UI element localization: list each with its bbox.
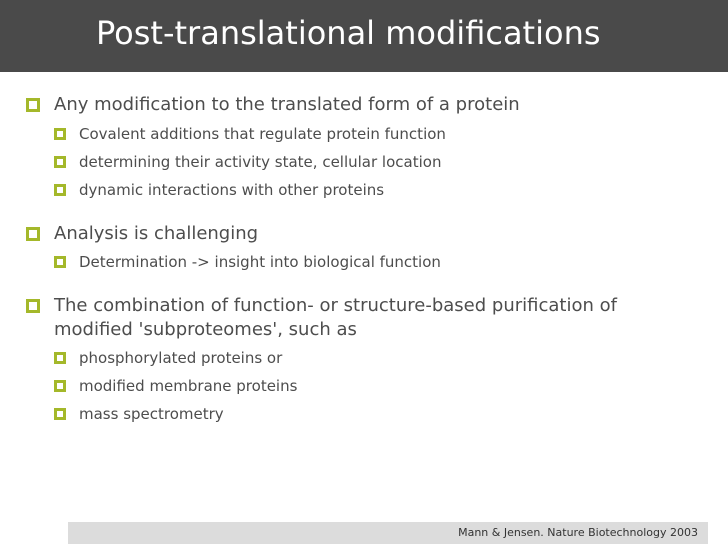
footer-bar <box>68 522 708 544</box>
sub-bullet-text: determining their activity state, cellular location <box>79 153 442 171</box>
sub-bullet-text: phosphorylated proteins or <box>79 349 283 367</box>
bullet-square-icon <box>26 227 40 241</box>
bullet-square-icon <box>54 380 66 392</box>
sub-bullet-text: Determination -> insight into biological function <box>79 253 441 271</box>
slide-title: Post-translational modifications <box>96 14 601 52</box>
bullet-square-icon <box>54 256 66 268</box>
bullet-square-icon <box>54 156 66 168</box>
sub-bullet-item <box>54 124 446 144</box>
sub-bullet-text: mass spectrometry <box>79 405 224 423</box>
bullet-square-icon <box>26 98 40 112</box>
sub-bullet-item <box>54 404 224 424</box>
bullet-square-icon <box>54 352 66 364</box>
bullet-square-icon <box>54 408 66 420</box>
sub-bullet-item <box>54 180 384 200</box>
bullet-square-icon <box>26 299 40 313</box>
bullet-item <box>26 93 706 117</box>
bullet-square-icon <box>54 184 66 196</box>
bullet-item <box>26 222 706 246</box>
bullet-text: Any modification to the translated form of a protein <box>54 94 520 115</box>
bullet-text: The combination of function- or structure-based purification of modified 'subproteomes', such as <box>54 295 617 340</box>
bullet-item <box>26 294 686 342</box>
citation: Mann & Jensen. Nature Biotechnology 2003 <box>458 526 698 539</box>
bullet-text: Analysis is challenging <box>54 223 259 244</box>
sub-bullet-text: modified membrane proteins <box>79 377 298 395</box>
sub-bullet-item <box>54 252 441 272</box>
sub-bullet-item <box>54 376 297 396</box>
sub-bullet-text: Covalent additions that regulate protein function <box>79 125 446 143</box>
bullet-square-icon <box>54 128 66 140</box>
sub-bullet-item <box>54 152 441 172</box>
sub-bullet-text: dynamic interactions with other proteins <box>79 181 385 199</box>
sub-bullet-item <box>54 348 282 368</box>
